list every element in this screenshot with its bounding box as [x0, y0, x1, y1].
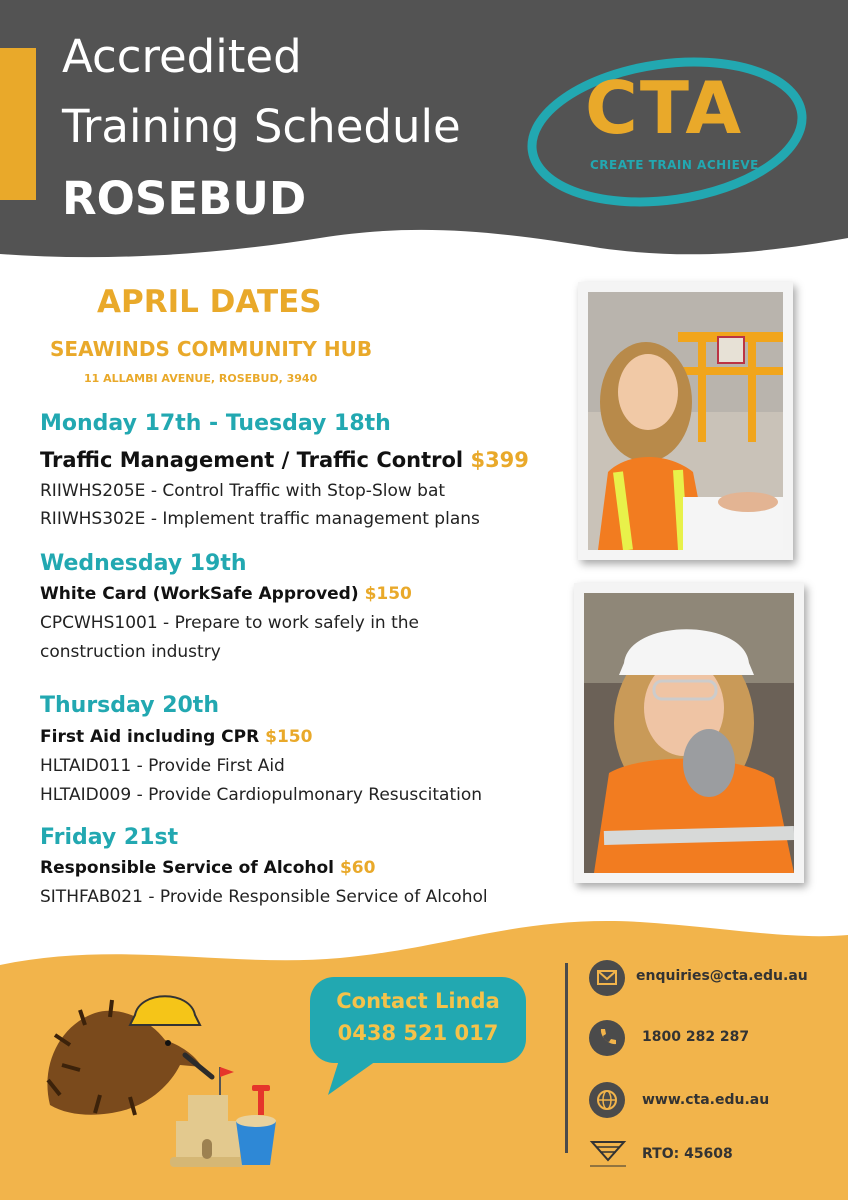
course-3-day: Thursday 20th	[40, 693, 219, 718]
course-4-unit-1: SITHFAB021 - Provide Responsible Service of Alcohol	[40, 887, 488, 907]
header-title-line2: Training Schedule	[62, 100, 461, 153]
dates-heading: APRIL DATES	[97, 284, 322, 320]
course-2-price: $150	[364, 584, 412, 604]
course-3-unit-2: HLTAID009 - Provide Cardiopulmonary Resuscitation	[40, 785, 483, 805]
header-location: ROSEBUD	[62, 172, 307, 225]
header-title-line1: Accredited	[62, 30, 302, 83]
rto-number: RTO: 45608	[642, 1146, 733, 1162]
course-2-title: White Card (WorkSafe Approved)	[40, 584, 359, 604]
course-3-title-row	[40, 727, 312, 747]
contact-bubble-name: Contact Linda	[336, 989, 500, 1013]
cta-logo	[525, 50, 810, 210]
course-2-unit-1: CPCWHS1001 - Prepare to work safely in the construction industry	[40, 613, 420, 662]
course-2-title-row	[40, 584, 412, 604]
contact-bubble-phone: 0438 521 017	[337, 1021, 499, 1045]
course-3-unit-1: HLTAID011 - Provide First Aid	[40, 756, 285, 776]
email-icon	[589, 960, 625, 996]
contact-bubble	[310, 977, 526, 1095]
photo-traffic-controller	[578, 282, 793, 560]
globe-icon	[589, 1082, 625, 1118]
course-4-title: Responsible Service of Alcohol	[40, 858, 335, 878]
contact-divider	[565, 963, 568, 1153]
course-1-unit-1: RIIWHS205E - Control Traffic with Stop-Slow bat	[40, 481, 446, 501]
course-1-title: Traffic Management / Traffic Control	[40, 448, 464, 472]
contact-website[interactable]: www.cta.edu.au	[642, 1092, 770, 1108]
course-1-unit-2: RIIWHS302E - Implement traffic management plans	[40, 509, 480, 529]
venue-name: SEAWINDS COMMUNITY HUB	[50, 337, 373, 361]
contact-phone[interactable]: 1800 282 287	[642, 1029, 750, 1045]
course-4-day: Friday 21st	[40, 825, 179, 850]
phone-icon	[589, 1020, 625, 1056]
course-1-price: $399	[470, 448, 529, 472]
course-2-day: Wednesday 19th	[40, 551, 247, 576]
course-3-price: $150	[265, 727, 313, 747]
course-4-price: $60	[339, 858, 376, 878]
cta-logo-letters: CTA	[585, 66, 744, 150]
contact-email[interactable]: enquiries@cta.edu.au	[636, 968, 808, 984]
nrt-logo-icon	[588, 1136, 628, 1172]
course-4-title-row	[40, 858, 375, 878]
photo-construction-worker	[574, 583, 804, 883]
header-accent-bar	[0, 48, 36, 200]
course-1-day: Monday 17th - Tuesday 18th	[40, 411, 391, 436]
course-1-title-row	[40, 448, 529, 472]
bucket-icon	[232, 1085, 280, 1170]
cta-logo-tagline: CREATE TRAIN ACHIEVE	[590, 158, 759, 172]
venue-address: 11 ALLAMBI AVENUE, ROSEBUD, 3940	[84, 372, 318, 385]
course-3-title: First Aid including CPR	[40, 727, 260, 747]
